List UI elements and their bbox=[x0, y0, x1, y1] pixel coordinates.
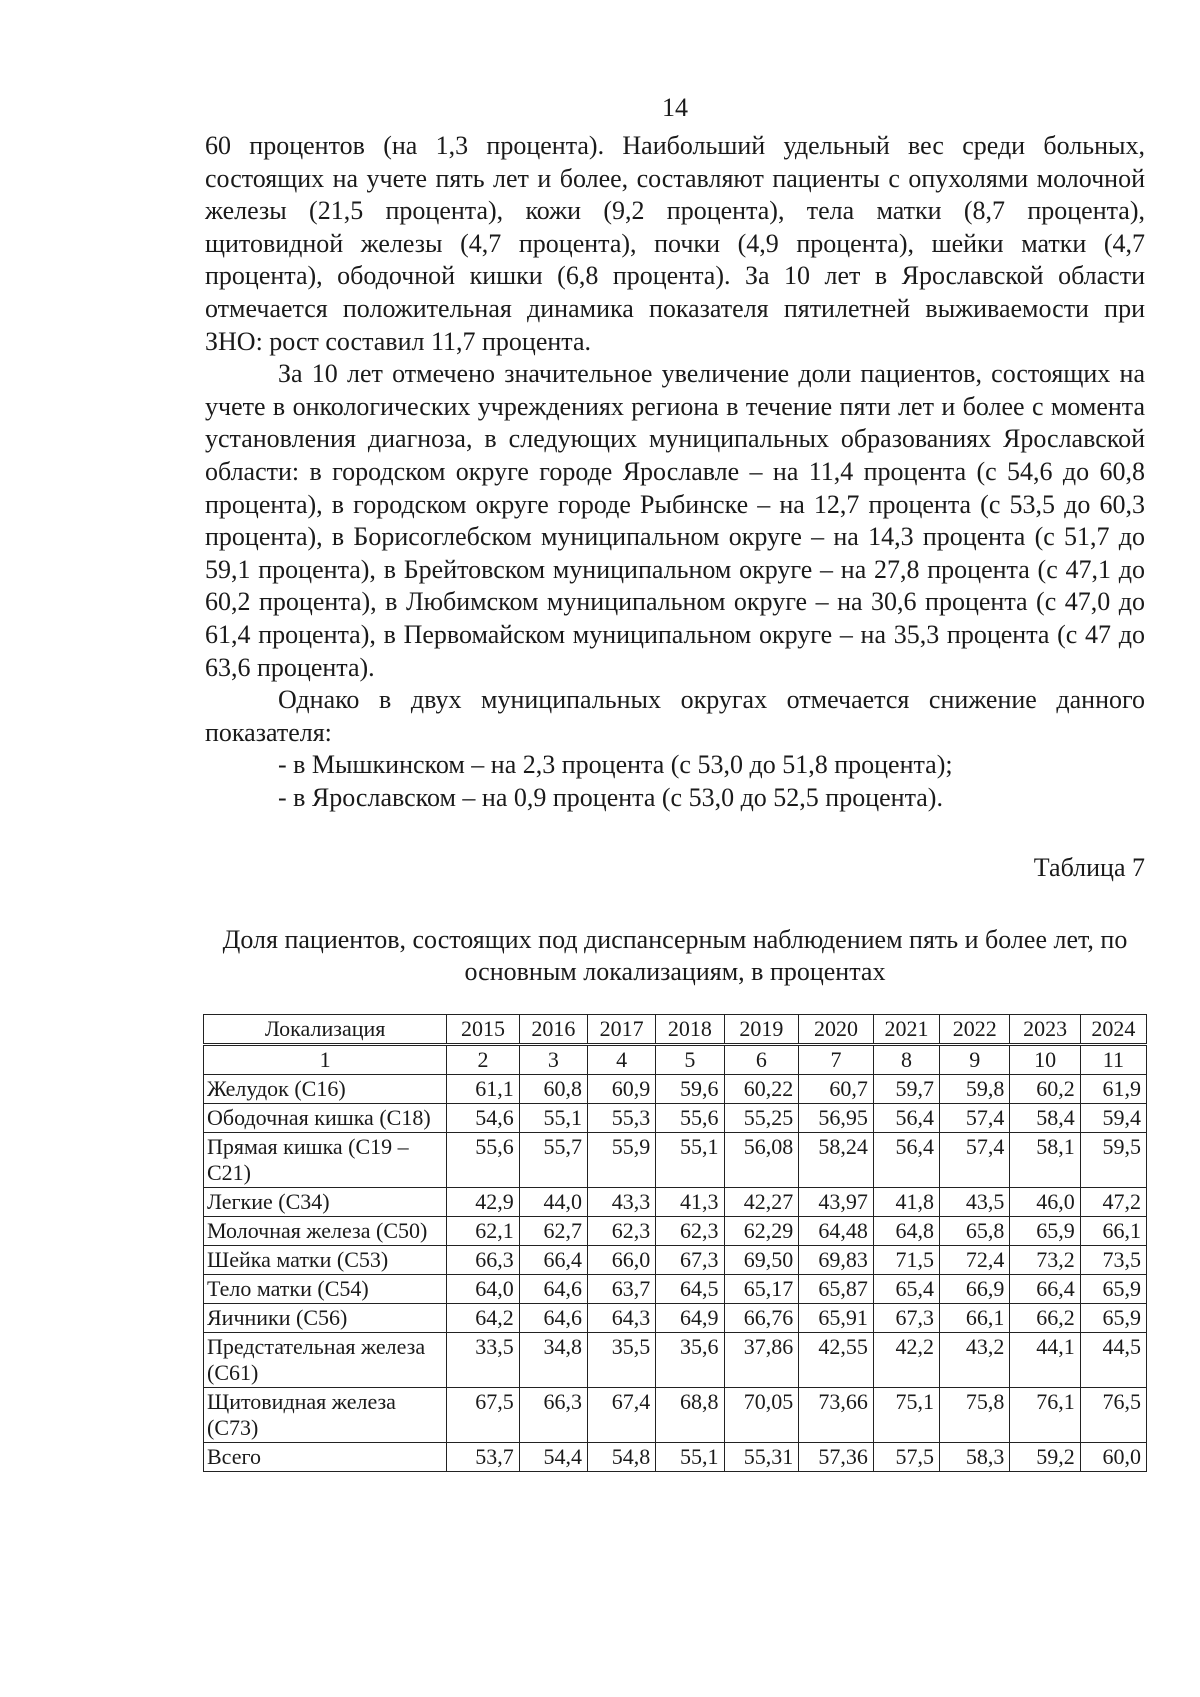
table-cell: 54,6 bbox=[447, 1104, 520, 1133]
table-cell: 59,5 bbox=[1080, 1133, 1146, 1188]
table-cell: 61,9 bbox=[1080, 1075, 1146, 1104]
table-cell: 64,6 bbox=[519, 1275, 587, 1304]
table-cell: 35,5 bbox=[588, 1333, 656, 1388]
list-item: - в Ярославском – на 0,9 процента (с 53,0 до 52,5 процента). bbox=[278, 782, 943, 812]
table-cell: 65,4 bbox=[873, 1275, 939, 1304]
table-cell: 10 bbox=[1010, 1045, 1080, 1075]
table-row bbox=[204, 1443, 1147, 1472]
table-cell: 2022 bbox=[940, 1015, 1010, 1045]
table-cell: 59,7 bbox=[873, 1075, 939, 1104]
table-cell: 2024 bbox=[1080, 1015, 1146, 1045]
table-cell: 2021 bbox=[873, 1015, 939, 1045]
table-cell-label: Прямая кишка (С19 – С21) bbox=[204, 1133, 447, 1188]
table-cell: 58,1 bbox=[1010, 1133, 1080, 1188]
table-cell: 56,4 bbox=[873, 1133, 939, 1188]
table-cell: 76,5 bbox=[1080, 1388, 1146, 1443]
table-cell: 2016 bbox=[519, 1015, 587, 1045]
table-cell: 55,1 bbox=[656, 1133, 724, 1188]
table-cell: 55,3 bbox=[588, 1104, 656, 1133]
table-cell: 41,8 bbox=[873, 1188, 939, 1217]
table-cell: 62,29 bbox=[724, 1217, 799, 1246]
table-body bbox=[204, 1015, 1147, 1472]
table-row bbox=[204, 1188, 1147, 1217]
table-cell-label: Шейка матки (С53) bbox=[204, 1246, 447, 1275]
table-cell: 55,6 bbox=[656, 1104, 724, 1133]
table-cell: 6 bbox=[724, 1045, 799, 1075]
table-cell: 56,95 bbox=[799, 1104, 874, 1133]
table-cell: 43,3 bbox=[588, 1188, 656, 1217]
table-cell: 55,1 bbox=[519, 1104, 587, 1133]
table-cell: 64,0 bbox=[447, 1275, 520, 1304]
table-row bbox=[204, 1217, 1147, 1246]
table-row bbox=[204, 1104, 1147, 1133]
table-cell: 70,05 bbox=[724, 1388, 799, 1443]
table-cell: 37,86 bbox=[724, 1333, 799, 1388]
table-cell: 53,7 bbox=[447, 1443, 520, 1472]
paragraph-2: За 10 лет отмечено значительное увеличение доли пациентов, состоящих на учете в онкологических учреждениях региона в течение пяти лет и более с момента установления диагноза, в следующих муниципальных образованиях Ярославской области: в городском округе городе Ярославле – на 11,4 процента (с 54,6 до 60,8 процента), в городском округе городе Рыбинске – на 12,7 процента (с 53,5 до 60,3 процента), в Борисоглебском муниципальном округе – на 14,3 процента (с 51,7 до 59,1 процента), в Брейтовском муниципальном округе – на 27,8 процента (с 47,1 до 60,2 процента), в Любимском муниципальном округе – на 30,6 процента (с 47,0 до 61,4 процента), в Первомайском муниципальном округе – на 35,3 процента (с 47 до 63,6 процента). bbox=[205, 359, 1145, 682]
table-cell: 73,2 bbox=[1010, 1246, 1080, 1275]
table-cell: 2017 bbox=[588, 1015, 656, 1045]
table-cell: 7 bbox=[799, 1045, 874, 1075]
table-cell: 44,0 bbox=[519, 1188, 587, 1217]
table-cell: 2019 bbox=[724, 1015, 799, 1045]
table-cell: 2 bbox=[447, 1045, 520, 1075]
table-cell: 55,1 bbox=[656, 1443, 724, 1472]
table-cell: 64,2 bbox=[447, 1304, 520, 1333]
table-cell: 46,0 bbox=[1010, 1188, 1080, 1217]
table-row bbox=[204, 1246, 1147, 1275]
table-cell: 60,22 bbox=[724, 1075, 799, 1104]
table-row bbox=[204, 1133, 1147, 1188]
table-cell-label: Яичники (С56) bbox=[204, 1304, 447, 1333]
table-cell: 59,2 bbox=[1010, 1443, 1080, 1472]
table-cell: 65,8 bbox=[940, 1217, 1010, 1246]
table-cell: 60,7 bbox=[799, 1075, 874, 1104]
table-cell: 57,4 bbox=[940, 1104, 1010, 1133]
table-cell: 76,1 bbox=[1010, 1388, 1080, 1443]
table-cell: 54,4 bbox=[519, 1443, 587, 1472]
document-page bbox=[205, 92, 1145, 1472]
table-cell: 55,6 bbox=[447, 1133, 520, 1188]
table-cell: 66,76 bbox=[724, 1304, 799, 1333]
table-cell: 43,5 bbox=[940, 1188, 1010, 1217]
table-cell: 47,2 bbox=[1080, 1188, 1146, 1217]
table-cell: 41,3 bbox=[656, 1188, 724, 1217]
table-cell-label: Щитовидная железа (С73) bbox=[204, 1388, 447, 1443]
table-row bbox=[204, 1075, 1147, 1104]
table-cell: 56,4 bbox=[873, 1104, 939, 1133]
table-cell: 54,8 bbox=[588, 1443, 656, 1472]
table-cell-label: Тело матки (С54) bbox=[204, 1275, 447, 1304]
table-cell: 64,3 bbox=[588, 1304, 656, 1333]
table-cell: 64,48 bbox=[799, 1217, 874, 1246]
table-cell-label: Локализация bbox=[204, 1015, 447, 1045]
table-cell: 55,7 bbox=[519, 1133, 587, 1188]
table-cell: 66,2 bbox=[1010, 1304, 1080, 1333]
table-cell-label: Ободочная кишка (С18) bbox=[204, 1104, 447, 1133]
table-cell-label: Молочная железа (С50) bbox=[204, 1217, 447, 1246]
table-row bbox=[204, 1275, 1147, 1304]
table-cell: 5 bbox=[656, 1045, 724, 1075]
table-cell-label: Желудок (С16) bbox=[204, 1075, 447, 1104]
table-cell: 4 bbox=[588, 1045, 656, 1075]
table-cell: 62,1 bbox=[447, 1217, 520, 1246]
table-cell: 71,5 bbox=[873, 1246, 939, 1275]
paragraph-1: 60 процентов (на 1,3 процента). Наибольший удельный вес среди больных, состоящих на учете пять лет и более, составляют пациенты с опухолями молочной железы (21,5 процента), кожи (9,2 процента), тела матки (8,7 процента), щитовидной железы (4,7 процента), почки (4,9 процента), шейки матки (4,7 процента), ободочной кишки (6,8 процента). За 10 лет в Ярославской области отмечается положительная динамика показателя пятилетней выживаемости при ЗНО: рост составил 11,7 процента. bbox=[205, 131, 1145, 356]
table-cell: 57,36 bbox=[799, 1443, 874, 1472]
table-cell: 58,3 bbox=[940, 1443, 1010, 1472]
table-cell: 8 bbox=[873, 1045, 939, 1075]
table-cell: 65,9 bbox=[1010, 1217, 1080, 1246]
table-cell: 59,4 bbox=[1080, 1104, 1146, 1133]
table-cell: 69,50 bbox=[724, 1246, 799, 1275]
table-cell: 73,5 bbox=[1080, 1246, 1146, 1275]
table-cell: 35,6 bbox=[656, 1333, 724, 1388]
table-cell: 2018 bbox=[656, 1015, 724, 1045]
table-cell: 58,4 bbox=[1010, 1104, 1080, 1133]
table-cell: 65,9 bbox=[1080, 1304, 1146, 1333]
table-row bbox=[204, 1304, 1147, 1333]
table-cell: 61,1 bbox=[447, 1075, 520, 1104]
list-item: - в Мышкинском – на 2,3 процента (с 53,0 до 51,8 процента); bbox=[278, 750, 953, 780]
table-cell: 66,0 bbox=[588, 1246, 656, 1275]
table-cell: 59,6 bbox=[656, 1075, 724, 1104]
table-row bbox=[204, 1388, 1147, 1443]
table-cell: 42,27 bbox=[724, 1188, 799, 1217]
table-cell: 2020 bbox=[799, 1015, 874, 1045]
table-cell: 64,6 bbox=[519, 1304, 587, 1333]
table-cell: 67,3 bbox=[656, 1246, 724, 1275]
table-cell: 64,9 bbox=[656, 1304, 724, 1333]
table-cell: 42,55 bbox=[799, 1333, 874, 1388]
table-cell: 73,66 bbox=[799, 1388, 874, 1443]
table-cell: 62,7 bbox=[519, 1217, 587, 1246]
table-cell: 56,08 bbox=[724, 1133, 799, 1188]
table-cell: 44,5 bbox=[1080, 1333, 1146, 1388]
table-cell: 34,8 bbox=[519, 1333, 587, 1388]
table-cell: 63,7 bbox=[588, 1275, 656, 1304]
table-cell: 60,9 bbox=[588, 1075, 656, 1104]
table-row bbox=[204, 1333, 1147, 1388]
table-cell: 68,8 bbox=[656, 1388, 724, 1443]
table-cell: 11 bbox=[1080, 1045, 1146, 1075]
table-cell: 66,9 bbox=[940, 1275, 1010, 1304]
table-title: Доля пациентов, состоящих под диспансерным наблюдением пять и более лет, по основным локализациям, в процентах bbox=[222, 925, 1128, 987]
table-cell: 42,2 bbox=[873, 1333, 939, 1388]
table-cell: 66,4 bbox=[519, 1246, 587, 1275]
table-cell: 43,97 bbox=[799, 1188, 874, 1217]
table-cell: 57,5 bbox=[873, 1443, 939, 1472]
table-cell: 62,3 bbox=[588, 1217, 656, 1246]
table-cell: 64,5 bbox=[656, 1275, 724, 1304]
table-cell: 2023 bbox=[1010, 1015, 1080, 1045]
table-cell: 69,83 bbox=[799, 1246, 874, 1275]
table-cell: 55,25 bbox=[724, 1104, 799, 1133]
table-cell: 33,5 bbox=[447, 1333, 520, 1388]
table-cell: 67,3 bbox=[873, 1304, 939, 1333]
table-cell: 58,24 bbox=[799, 1133, 874, 1188]
table-cell: 60,8 bbox=[519, 1075, 587, 1104]
localization-table bbox=[203, 1014, 1147, 1472]
table-cell: 75,8 bbox=[940, 1388, 1010, 1443]
table-cell: 2015 bbox=[447, 1015, 520, 1045]
table-cell: 43,2 bbox=[940, 1333, 1010, 1388]
table-cell: 60,0 bbox=[1080, 1443, 1146, 1472]
table-cell-label: Всего bbox=[204, 1443, 447, 1472]
table-cell: 42,9 bbox=[447, 1188, 520, 1217]
table-cell-label: 1 bbox=[204, 1045, 447, 1075]
table-cell: 55,9 bbox=[588, 1133, 656, 1188]
table-cell: 65,9 bbox=[1080, 1275, 1146, 1304]
table-cell: 72,4 bbox=[940, 1246, 1010, 1275]
table-cell: 66,3 bbox=[519, 1388, 587, 1443]
table-cell-label: Предстательная железа (С61) bbox=[204, 1333, 447, 1388]
table-cell: 65,17 bbox=[724, 1275, 799, 1304]
table-cell: 57,4 bbox=[940, 1133, 1010, 1188]
table-header-row bbox=[204, 1015, 1147, 1045]
table-cell: 66,1 bbox=[1080, 1217, 1146, 1246]
table-cell: 55,31 bbox=[724, 1443, 799, 1472]
table-cell: 60,2 bbox=[1010, 1075, 1080, 1104]
table-cell: 44,1 bbox=[1010, 1333, 1080, 1388]
table-cell: 75,1 bbox=[873, 1388, 939, 1443]
table-label: Таблица 7 bbox=[1033, 853, 1145, 883]
table-cell: 66,3 bbox=[447, 1246, 520, 1275]
table-cell: 67,4 bbox=[588, 1388, 656, 1443]
table-cell: 64,8 bbox=[873, 1217, 939, 1246]
paragraph-3: Однако в двух муниципальных округах отмечается снижение данного показателя: bbox=[205, 685, 1145, 747]
table-cell: 65,87 bbox=[799, 1275, 874, 1304]
table-cell: 66,4 bbox=[1010, 1275, 1080, 1304]
table-cell: 65,91 bbox=[799, 1304, 874, 1333]
table-cell: 62,3 bbox=[656, 1217, 724, 1246]
table-cell: 67,5 bbox=[447, 1388, 520, 1443]
table-cell: 66,1 bbox=[940, 1304, 1010, 1333]
table-cell: 59,8 bbox=[940, 1075, 1010, 1104]
table-cell-label: Легкие (С34) bbox=[204, 1188, 447, 1217]
table-cell: 3 bbox=[519, 1045, 587, 1075]
page-number: 14 bbox=[662, 93, 688, 122]
table-index-row bbox=[204, 1045, 1147, 1075]
table-cell: 9 bbox=[940, 1045, 1010, 1075]
